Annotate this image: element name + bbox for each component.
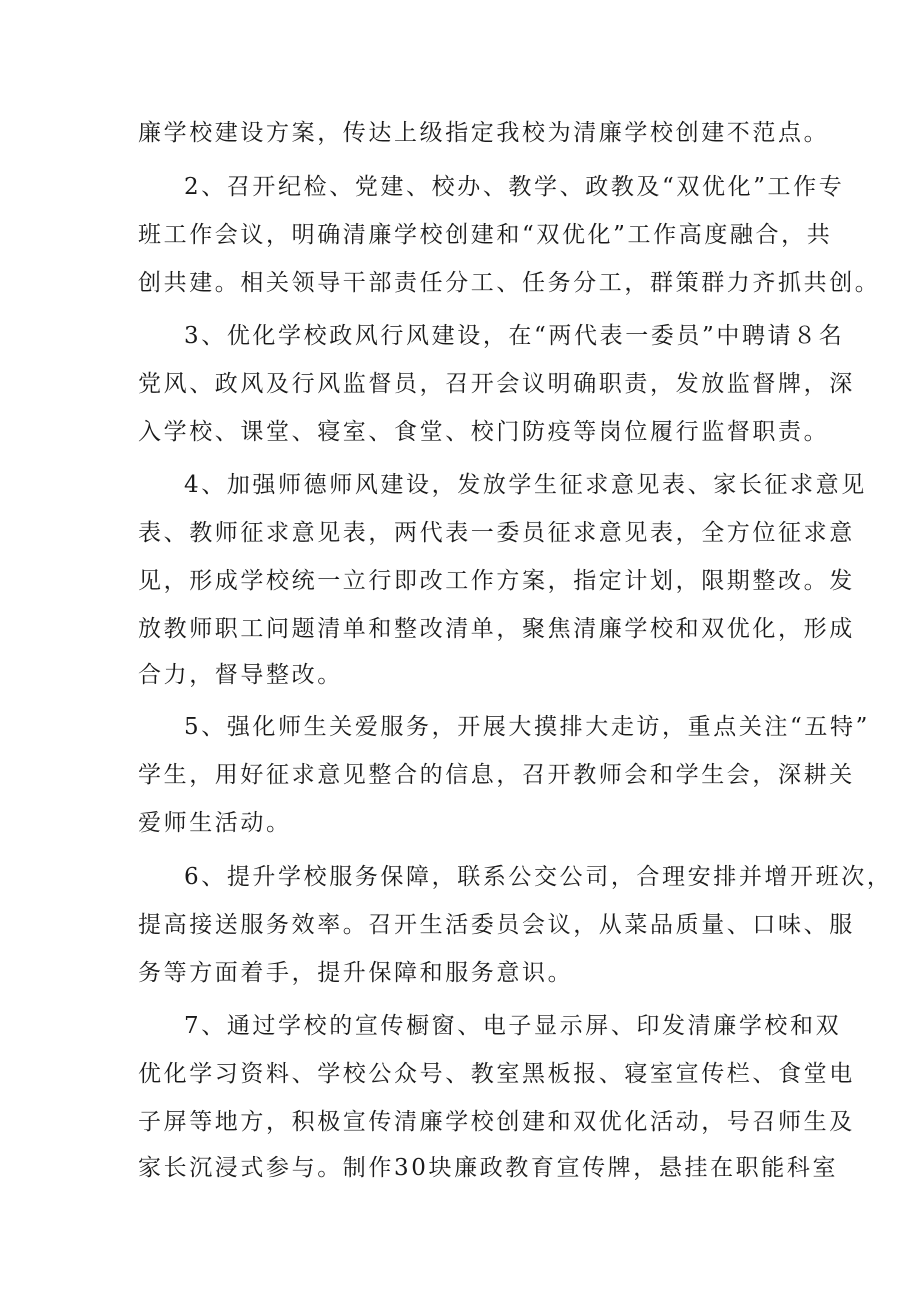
text-line: 爱师生活动。	[138, 810, 292, 836]
text-line: 班工作会议，明确清廉学校创建和“双优化”工作高度融合，共	[138, 222, 833, 248]
text-line: 入学校、课堂、寝室、食堂、校门防疫等岗位履行监督职责。	[138, 419, 830, 445]
text-line: 党风、政风及行风监督员，召开会议明确职责，发放监督牌，深	[138, 371, 855, 397]
text-line: 表、教师征求意见表，两代表一委员征求意见表，全方位征求意	[138, 520, 855, 546]
text-line: 子屏等地方，积极宣传清廉学校创建和双优化活动，号召师生及	[138, 1109, 855, 1135]
text-line: 提高接送服务效率。召开生活委员会议，从菜品质量、口味、服	[138, 912, 855, 938]
text-line: 放教师职工问题清单和整改清单，聚焦清廉学校和双优化，形成	[138, 616, 855, 642]
paragraph-3-start: 3、优化学校政风行风建设，在“两代表一委员”中聘请８名	[184, 323, 845, 349]
text-line: 家长沉浸式参与。制作30块廉政教育宣传牌，悬挂在职能科室	[138, 1155, 839, 1181]
paragraph-6-start: 6、提升学校服务保障，联系公交公司，合理安排并增开班次，	[184, 864, 893, 890]
text-line: 务等方面着手，提升保障和服务意识。	[138, 960, 574, 986]
text-line: 见，形成学校统一立行即改工作方案，指定计划，限期整改。发	[138, 568, 855, 594]
paragraph-7-start: 7、通过学校的宣传橱窗、电子显示屏、印发清廉学校和双	[184, 1013, 842, 1039]
paragraph-4-start: 4、加强师德师风建设，发放学生征求意见表、家长征求意见	[184, 472, 867, 498]
paragraph-2-start: 2、召开纪检、党建、校办、教学、政教及“双优化”工作专	[184, 174, 845, 200]
text-line: 合力，督导整改。	[138, 662, 343, 688]
text-line: 创共建。相关领导干部责任分工、任务分工，群策群力齐抓共创。	[138, 270, 881, 296]
text-line: 优化学习资料、学校公众号、教室黑板报、寝室宣传栏、食堂电	[138, 1061, 855, 1087]
text-line: 学生，用好征求意见整合的信息，召开教师会和学生会，深耕关	[138, 762, 855, 788]
text-line: 廉学校建设方案，传达上级指定我校为清廉学校创建不范点。	[138, 120, 830, 146]
paragraph-5-start: 5、强化师生关爱服务，开展大摸排大走访，重点关注“五特”	[184, 714, 870, 740]
